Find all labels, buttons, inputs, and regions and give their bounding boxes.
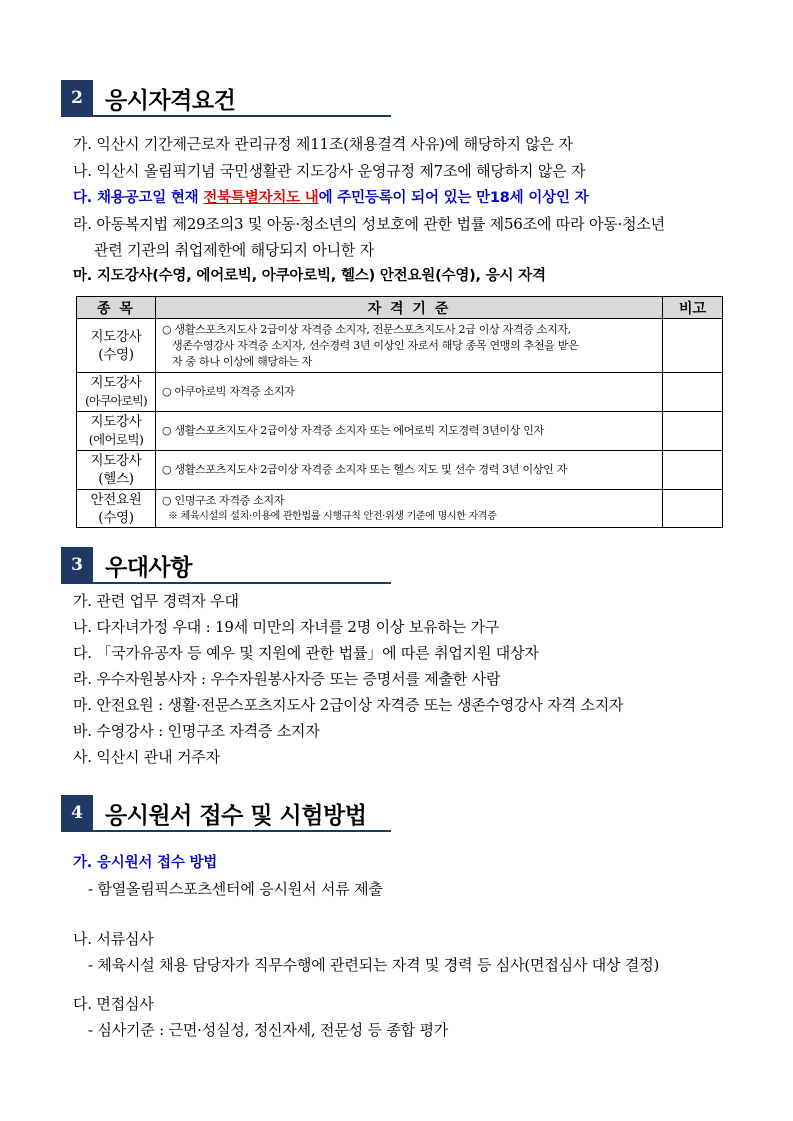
application-method-title: 가. 응시원서 접수 방법 xyxy=(73,855,218,871)
kind-sub: (수영) xyxy=(98,509,134,526)
requirement-ra-line1: 라. 아동복지법 제29조의3 및 아동·청소년의 성보호에 관한 법률 제56조에 따라 아동·청소년 xyxy=(73,215,665,233)
note-cell xyxy=(663,451,723,490)
requirement-da-highlight: 전북특별자치도 내 xyxy=(203,190,319,206)
criteria-cell xyxy=(156,412,663,451)
kind-sub: (헬스) xyxy=(98,471,134,487)
kind-label: 안전요원 xyxy=(90,491,142,508)
document-review-title: 나. 서류심사 xyxy=(73,930,154,948)
interview-item: - 심사기준 : 근면·성실성, 정신자세, 전문성 등 종합 평가 xyxy=(88,1021,449,1039)
requirement-ga: 가. 익산시 기간제근로자 관리규정 제11조(채용결격 사유)에 해당하지 않은 자 xyxy=(73,135,573,153)
requirement-na: 나. 익산시 올림픽기념 국민생활관 지도강사 운영규정 제7조에 해당하지 않은 자 xyxy=(73,162,586,180)
criteria-cell xyxy=(156,373,663,412)
document-review-item: - 체육시설 채용 담당자가 직무수행에 관련되는 자격 및 경력 등 심사(면접심사 대상 결정) xyxy=(88,956,660,974)
kind-label: 지도강사 xyxy=(90,453,142,469)
kind-cell xyxy=(77,412,156,451)
preference-item: 마. 안전요원 : 생활·전문스포츠지도사 2급이상 자격증 또는 생존수영강사 자격 소지자 xyxy=(73,696,624,714)
qualification-table xyxy=(76,296,723,528)
table-row xyxy=(77,451,723,490)
requirement-ma: 마. 지도강사(수영, 에어로빅, 아쿠아로빅, 헬스) 안전요원(수영), 응시 자격 xyxy=(73,268,546,284)
interview-title: 다. 면접심사 xyxy=(73,995,154,1013)
note-cell xyxy=(663,490,723,528)
criteria-line: ○ 아쿠아로빅 자격증 소지자 xyxy=(162,385,295,398)
preference-item: 바. 수영강사 : 인명구조 자격증 소지자 xyxy=(73,722,320,740)
requirement-da-part2: 에 주민등록이 되어 있는 만18세 이상인 자 xyxy=(318,190,589,206)
kind-label: 지도강사 xyxy=(90,328,142,345)
kind-cell xyxy=(77,451,156,490)
criteria-line: 생존수영강사 자격증 소지자, 선수경력 3년 이상인 자로서 해당 종목 연맹의 추천을 받은 xyxy=(172,338,579,352)
section-number: 4 xyxy=(61,795,93,831)
header-kind: 종 목 xyxy=(77,297,156,319)
preference-item: 라. 우수자원봉사자 : 우수자원봉사자증 또는 증명서를 제출한 사람 xyxy=(73,670,501,688)
criteria-line: ○ 인명구조 자격증 소지자 xyxy=(162,493,285,507)
table-row xyxy=(77,412,723,451)
section-number: 3 xyxy=(61,547,93,583)
criteria-cell xyxy=(156,319,663,373)
application-method-item: - 함열올림픽스포츠센터에 응시원서 서류 제출 xyxy=(88,880,383,898)
preference-item: 나. 다자녀가정 우대 : 19세 미만의 자녀를 2명 이상 보유하는 가구 xyxy=(73,618,500,636)
section-underline xyxy=(61,582,391,584)
note-cell xyxy=(663,319,723,373)
criteria-line: ○ 생활스포츠지도사 2급이상 자격증 소지자 또는 헬스 지도 및 선수 경력 3년 이상인 자 xyxy=(162,463,568,476)
section-3-header xyxy=(61,547,391,583)
requirement-da xyxy=(73,188,588,208)
kind-sub: (에어로빅) xyxy=(88,432,144,447)
table-row xyxy=(77,319,723,373)
section-2-header xyxy=(61,80,391,116)
header-criteria: 자 격 기 준 xyxy=(156,297,663,319)
kind-sub: (아쿠아로빅) xyxy=(85,394,147,408)
preference-item: 다. 「국가유공자 등 예우 및 지원에 관한 법률」에 따른 취업지원 대상자 xyxy=(73,644,539,662)
criteria-line: ○ 생활스포츠지도사 2급이상 자격증 소지자, 전문스포츠지도사 2급 이상 자격증 소지자, xyxy=(162,322,571,336)
criteria-cell xyxy=(156,490,663,528)
section-title: 응시원서 접수 및 시험방법 xyxy=(105,803,367,829)
section-underline xyxy=(61,830,391,832)
note-cell xyxy=(663,412,723,451)
header-note: 비고 xyxy=(663,297,723,319)
kind-sub: (수영) xyxy=(98,346,134,363)
section-number: 2 xyxy=(61,80,93,116)
table-row xyxy=(77,490,723,528)
table-row xyxy=(77,373,723,412)
table-header-row xyxy=(77,297,723,319)
section-underline xyxy=(61,115,391,117)
kind-label: 지도강사 xyxy=(90,375,142,391)
section-title: 우대사항 xyxy=(105,555,192,581)
kind-label: 지도강사 xyxy=(90,414,142,430)
note-cell xyxy=(663,373,723,412)
preference-item: 사. 익산시 관내 거주자 xyxy=(73,748,220,766)
section-4-header xyxy=(61,795,391,831)
requirement-da-part1: 다. 채용공고일 현재 xyxy=(73,190,204,206)
criteria-note: ※ 체육시설의 설치·이용에 관한법률 시행규칙 안전·위생 기준에 명시한 자격증 xyxy=(168,510,497,522)
kind-cell xyxy=(77,490,156,528)
preference-item: 가. 관련 업무 경력자 우대 xyxy=(73,592,239,610)
requirement-ra-line2: 관련 기관의 취업제한에 해당되지 아니한 자 xyxy=(94,241,375,259)
kind-cell xyxy=(77,373,156,412)
criteria-line: ○ 생활스포츠지도사 2급이상 자격증 소지자 또는 에어로빅 지도경력 3년이상 인자 xyxy=(162,424,544,437)
kind-cell xyxy=(77,319,156,373)
criteria-line: 자 중 하나 이상에 해당하는 자 xyxy=(172,354,312,368)
section-title: 응시자격요건 xyxy=(105,88,236,114)
criteria-cell xyxy=(156,451,663,490)
